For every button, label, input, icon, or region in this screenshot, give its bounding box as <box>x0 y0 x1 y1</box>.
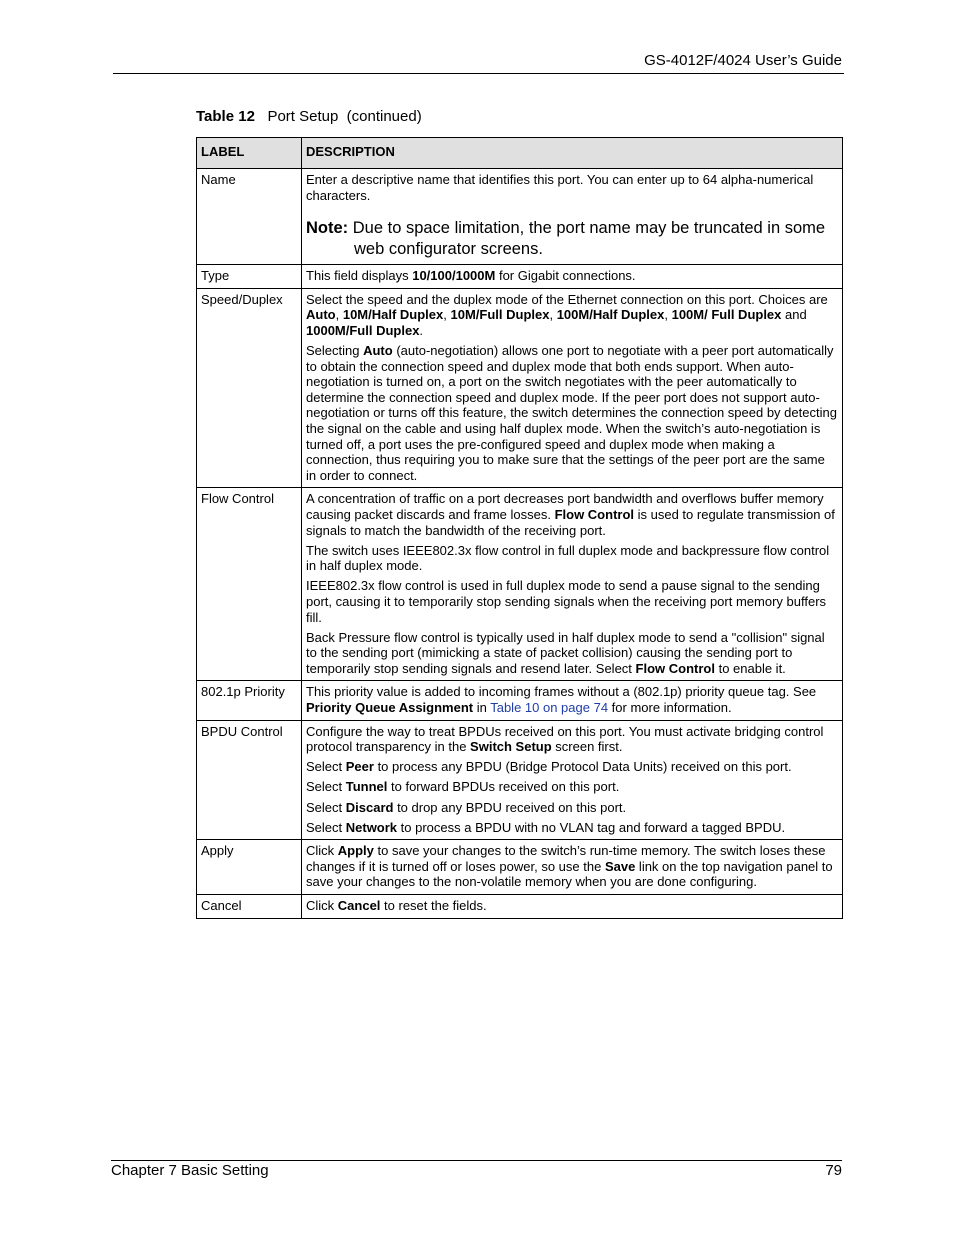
bold-term: Peer <box>345 759 374 775</box>
text-run: Configure the way to treat BPDUs received on this port. You must activate bridging control protocol transparency in the <box>306 723 824 755</box>
note-label: Note: <box>306 219 349 238</box>
row-label: Name <box>197 169 302 265</box>
text-run: Back Pressure flow control is typically used in half duplex mode to send a "collision" signal to the sending port (mimicking a state of packet collision) causing the sending port to temporarily stop sending signals and resend later. Select <box>306 629 825 676</box>
description-paragraph <box>306 491 838 538</box>
table-row <box>197 840 843 895</box>
table-caption <box>196 108 422 126</box>
table-row <box>197 894 843 918</box>
text-run: to reset the fields. <box>380 897 487 913</box>
text-run: link on the top navigation panel to save your changes to the non-volatile memory when you are done configuring. <box>306 858 833 890</box>
row-label: 802.1p Priority <box>197 681 302 720</box>
column-header-description: DESCRIPTION <box>302 138 843 169</box>
note-text: Due to space limitation, the port name may be truncated in some web configurator screens. <box>348 219 826 259</box>
text-run: Select <box>306 819 346 835</box>
row-label: Type <box>197 265 302 289</box>
bold-term: Save <box>604 858 636 874</box>
description-paragraph <box>306 543 838 574</box>
table-row <box>197 681 843 720</box>
bold-term: Network <box>345 819 398 835</box>
table-row <box>197 288 843 488</box>
description-paragraph <box>306 898 838 914</box>
table-body <box>197 169 843 919</box>
text-run: Selecting <box>306 343 364 359</box>
row-label: Cancel <box>197 894 302 918</box>
bold-term: Flow Control <box>554 507 635 522</box>
text-run: Click <box>306 897 338 913</box>
row-description <box>302 169 843 265</box>
description-paragraph <box>306 684 838 715</box>
text-run: to save your changes to the switch’s run-time memory. The switch loses these changes if it is turned off or loses power, so use the <box>306 843 826 874</box>
text-run: Select <box>306 779 346 795</box>
row-description <box>302 265 843 289</box>
bold-term: Auto <box>306 307 336 323</box>
table-row <box>197 488 843 681</box>
cross-reference-link[interactable]: Table 10 on page 74 <box>490 700 609 716</box>
bold-term: Tunnel <box>345 779 388 795</box>
row-label: Apply <box>197 840 302 895</box>
caption-text: Port Setup (continued) <box>267 108 422 125</box>
bold-term: 10M/Half Duplex <box>342 307 444 323</box>
text-run: This field displays <box>306 268 413 284</box>
text-run: Enter a descriptive name that identifies this port. You can enter up to 64 alpha-numerical characters. <box>306 172 814 203</box>
text-run: This priority value is added to incoming frames without a (802.1p) priority queue tag. See <box>306 684 817 700</box>
row-description <box>302 681 843 720</box>
column-header-label: LABEL <box>197 138 302 169</box>
table-row <box>197 265 843 289</box>
bold-term: Auto <box>363 343 393 359</box>
description-paragraph <box>306 843 838 890</box>
text-run: , <box>335 307 343 323</box>
description-paragraph <box>306 578 838 625</box>
text-run: . <box>419 322 424 338</box>
table-header-row <box>197 138 843 169</box>
bold-term: 1000M/Full Duplex <box>306 322 420 338</box>
text-run: to process a BPDU with no VLAN tag and forward a tagged BPDU. <box>397 819 786 835</box>
text-run: Select <box>306 759 346 775</box>
bold-term: Flow Control <box>635 660 715 676</box>
running-header-title: GS-4012F/4024 User’s Guide <box>644 52 842 69</box>
text-run: to drop any BPDU received on this port. <box>393 799 627 815</box>
footer-chapter: Chapter 7 Basic Setting <box>111 1162 269 1179</box>
caption-label: Table 12 <box>196 108 255 125</box>
bold-term: 100M/ Full Duplex <box>671 307 782 323</box>
description-paragraph <box>306 800 838 816</box>
bold-term: 100M/Half Duplex <box>556 307 665 323</box>
description-paragraph <box>306 268 838 284</box>
description-paragraph <box>306 779 838 795</box>
header-rule <box>113 73 844 74</box>
row-description <box>302 840 843 895</box>
text-run: The switch uses IEEE802.3x flow control in full duplex mode and backpressure flow control in half duplex mode. <box>306 542 830 574</box>
row-label: Flow Control <box>197 488 302 681</box>
row-label: Speed/Duplex <box>197 288 302 488</box>
row-description <box>302 488 843 681</box>
description-paragraph <box>306 724 838 755</box>
text-run: to enable it. <box>714 660 786 676</box>
text-run: , <box>549 307 557 323</box>
text-run: Click <box>306 843 338 859</box>
bold-term: 10/100/1000M <box>412 268 496 284</box>
text-run: IEEE802.3x flow control is used in full duplex mode to send a pause signal to the sending port, causing it to temporarily stop sending signals when the receiving port memory buffers fill. <box>306 578 827 625</box>
row-description <box>302 720 843 840</box>
description-paragraph <box>306 343 838 483</box>
description-paragraph <box>306 292 838 339</box>
text-run: for Gigabit connections. <box>495 268 636 284</box>
text-run: Select the speed and the duplex mode of the Ethernet connection on this port. Choices are <box>306 291 828 307</box>
table-row <box>197 720 843 840</box>
bold-term: Switch Setup <box>470 739 552 755</box>
table-row <box>197 169 843 265</box>
description-paragraph <box>306 630 838 677</box>
text-run: A concentration of traffic on a port decreases port bandwidth and overflows buffer memory causing packet discards and frame losses. <box>306 491 824 522</box>
row-description <box>302 288 843 488</box>
port-setup-table <box>196 137 843 919</box>
bold-term: Apply <box>337 843 374 859</box>
text-run: for more information. <box>608 700 732 716</box>
text-run: screen first. <box>551 739 623 755</box>
footer-rule <box>111 1160 842 1161</box>
bold-term: 10M/Full Duplex <box>450 307 550 323</box>
note-block <box>306 218 838 260</box>
bold-term: Cancel <box>337 897 381 913</box>
text-run: , <box>443 307 451 323</box>
description-paragraph <box>306 820 838 836</box>
description-paragraph <box>306 172 838 203</box>
description-paragraph <box>306 759 838 775</box>
text-run: (auto-negotiation) allows one port to negotiate with a peer port automatically to obtain the connection speed and duplex mode that both ends support. When auto-negotiation is turned on, a port on the switch negotiates with the peer automatically to determine the connection speed and duplex mode. If the peer port does not support auto-negotiation or turns off this feature, the switch determines the connection speed by detecting the signal on the cable and using half duplex mode. When the switch’s auto-negotiation is turned off, a port uses the pre-configured speed and duplex mode when making a connection, thus requiring you to make sure that the settings of the peer port are the same in order to connect. <box>306 343 837 483</box>
text-run: is used to regulate transmission of signals to match the bandwidth of the receiving port. <box>306 507 835 538</box>
text-run: and <box>781 307 807 323</box>
text-run: in <box>473 700 491 716</box>
footer-page-number: 79 <box>825 1162 842 1179</box>
row-label: BPDU Control <box>197 720 302 840</box>
bold-term: Discard <box>345 799 394 815</box>
text-run: to process any BPDU (Bridge Protocol Data Units) received on this port. <box>373 759 792 775</box>
row-description <box>302 894 843 918</box>
text-run: , <box>664 307 672 323</box>
text-run: Select <box>306 799 346 815</box>
text-run: to forward BPDUs received on this port. <box>387 779 620 795</box>
bold-term: Priority Queue Assignment <box>306 700 474 716</box>
